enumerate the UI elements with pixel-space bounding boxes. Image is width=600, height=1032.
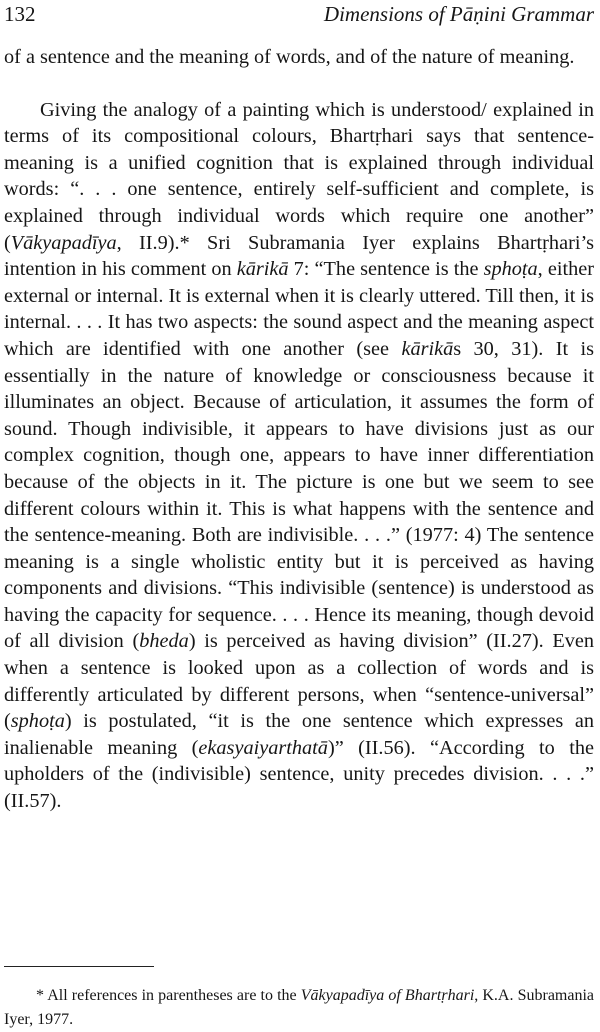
footnote-text bbox=[4, 987, 594, 1028]
running-title: Dimensions of Pāṇini Grammar bbox=[323, 2, 594, 26]
running-header bbox=[4, 0, 594, 30]
footnote bbox=[4, 984, 594, 1032]
paragraph-2 bbox=[4, 97, 594, 815]
body-text bbox=[4, 44, 594, 815]
text-run: of a sentence and the meaning of words, and of the nature of meaning. bbox=[4, 46, 575, 68]
text-run: )” (II.56). “According to the upholders of the (indivisible) sentence, unity precedes division. . . .” (II.57). bbox=[4, 736, 594, 813]
footnote-divider bbox=[4, 966, 154, 967]
text-run: ) is postulated, “it is the one sentence which expresses an inalienable meaning ( bbox=[4, 710, 594, 759]
italic-run: sphoṭa bbox=[10, 710, 65, 733]
italic-run: kārikā bbox=[401, 337, 454, 360]
text-run: Giving the analogy of a painting which is understood/ explained in terms of its compositional colours, Bhartṛhari says that sentence-meaning is a unified cognition that is explained through individual words: “. . . one sentence, entirely self-sufficient and complete, is explained through individual words which require one another” ( bbox=[4, 98, 594, 254]
text-run: s 30, 31). It is essentially in the nature of knowledge or consciousness because it illuminates an object. Because of articulation, it assumes the form of sound. Though indivisible, it appears to have divisions just as our complex cognition, though one, appears to have inner differentiation because of the objects in it. The picture is one but we seem to see different colours within it. This is what happens with the sentence and the sentence-meaning. Both are indivisible. . . .” (1977: 4) The sentence meaning is a single wholistic entity but it is perceived as having components and divisions. “This indivisible (sentence) is understood as having the capacity for sequence. . . . Hence its meaning, though devoid of all division ( bbox=[4, 337, 594, 653]
paragraph-1 bbox=[4, 44, 594, 71]
italic-run: Vākyapadīya bbox=[10, 231, 117, 254]
page-number: 132 bbox=[4, 2, 36, 26]
text-run: , either external or internal. It is external when it is clearly uttered. Till then, it is internal. . . . It has two aspects: the sound aspect and the meaning aspect which are identified with one another (see bbox=[4, 258, 594, 360]
text-run: 7: “The sentence is the bbox=[288, 258, 484, 281]
text-run: * All references in parentheses are to the bbox=[36, 987, 301, 1004]
italic-run: kārikā bbox=[236, 258, 289, 281]
italic-run: ekasyaiyarthatā bbox=[198, 736, 328, 759]
italic-run: bheda bbox=[139, 630, 189, 653]
text-run: , K.A. Subramania Iyer, 1977. bbox=[4, 987, 595, 1028]
italic-run: Vākyapadīya of Bhartṛhari bbox=[300, 987, 475, 1004]
italic-run: sphoṭa bbox=[483, 258, 538, 281]
text-run: ) is perceived as having division” (II.27). Even when a sentence is looked upon as a collection of words and is differently articulated by different persons, when “sentence-universal” ( bbox=[4, 630, 595, 733]
text-run: , II.9).* Sri Subramania Iyer explains Bhartṛhari’s intention in his comment on bbox=[4, 231, 594, 281]
